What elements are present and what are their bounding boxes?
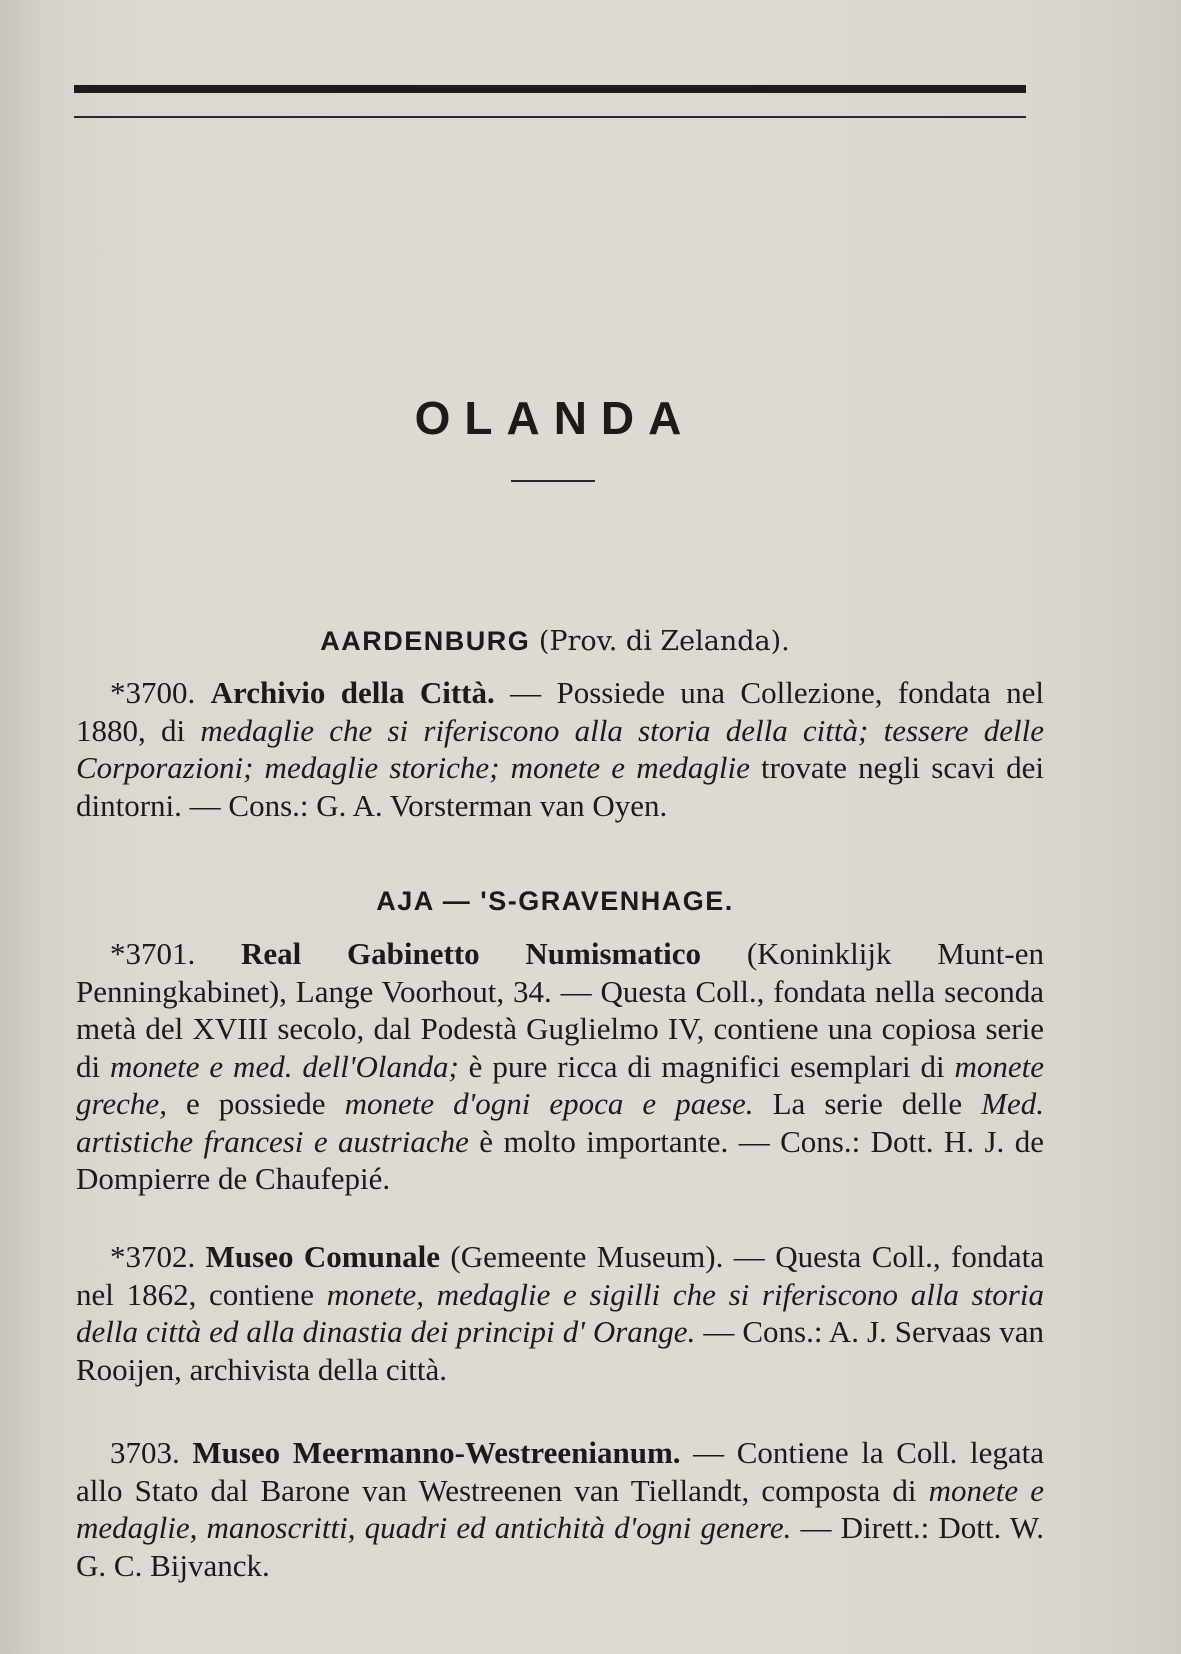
entry-number: *3702. bbox=[110, 1239, 196, 1274]
entry-italic-text: monete, medaglie e sigilli che si riferiscono alla storia della città ed alla dinastia dei principi d' Orange. bbox=[76, 1276, 1044, 1349]
title-divider bbox=[511, 480, 595, 482]
section-province: (Prov. di Zelanda). bbox=[538, 626, 790, 657]
section-place: AARDENBURG bbox=[320, 626, 531, 656]
entry-name: Real Gabinetto Numismatico bbox=[241, 936, 702, 971]
entry-name: Archivio della Città. bbox=[210, 675, 495, 710]
entry-text: La serie delle bbox=[753, 1086, 982, 1121]
entry-3703 bbox=[76, 1434, 1044, 1584]
entry-text: — Contiene la Coll. legata allo Stato dal Barone van Westreenen van Tiellandt, composta di bbox=[76, 1435, 1044, 1508]
entry-number: *3701. bbox=[110, 936, 196, 971]
entry-italic-text: monete d'ogni epoca e paese. bbox=[344, 1086, 754, 1121]
entry-text: — Cons.: A. J. Servaas van Rooijen, archivista della città. bbox=[76, 1314, 1045, 1387]
entry-text: è molto importante. — Cons.: Dott. H. J. de Dompierre de Chaufepié. bbox=[76, 1123, 1044, 1196]
section-heading-aardenburg bbox=[0, 622, 1110, 661]
entry-3700 bbox=[76, 674, 1044, 824]
section-heading-aja bbox=[0, 882, 1110, 921]
entry-text: — Possiede una Collezione, fondata nel 1880, di bbox=[76, 675, 1044, 748]
entry-name: Museo Comunale bbox=[205, 1239, 440, 1274]
entry-italic-text: Med. artistiche francesi e austriache bbox=[76, 1086, 1044, 1159]
entry-text: (Gemeente Museum). — Questa Coll., fondata nel 1862, contiene bbox=[76, 1239, 1044, 1312]
entry-italic-text: monete e medaglie, manoscritti, quadri ed antichità d'ogni genere. bbox=[76, 1472, 1044, 1545]
entry-text: (Koninklijk Munt-en Penningkabinet), Lange Voorhout, 34. — Questa Coll., fondata nella seconda metà del XVIII secolo, dal Podestà Guglielmo IV, contiene una copiosa serie di bbox=[76, 936, 1045, 1084]
entry-number: 3703. bbox=[110, 1435, 180, 1470]
entry-3702 bbox=[76, 1238, 1044, 1388]
entry-text: e possiede bbox=[166, 1086, 345, 1121]
entry-text: trovate negli scavi dei dintorni. — Cons.: G. A. Vorsterman van Oyen. bbox=[76, 750, 1045, 823]
country-title: OLANDA bbox=[414, 392, 696, 444]
section-place: AJA — 'S-GRAVENHAGE. bbox=[376, 886, 734, 916]
entry-name: Museo Meermanno-Westreenianum. bbox=[192, 1435, 681, 1470]
entry-number: *3700. bbox=[110, 675, 196, 710]
top-rule-thin bbox=[74, 116, 1026, 118]
entry-text: è pure ricca di magnifici esemplari di bbox=[458, 1048, 955, 1084]
entry-italic-text: monete e med. dell'Olanda; bbox=[110, 1048, 459, 1084]
entry-italic-text: monete greche, bbox=[76, 1048, 1044, 1121]
top-rule-thick bbox=[74, 85, 1026, 93]
entry-italic-text: medaglie che si riferiscono alla storia della città; tessere delle Corporazioni; medaglie storiche; monete e medaglie bbox=[76, 712, 1044, 785]
entry-text: — Dirett.: Dott. W. G. C. Bijvanck. bbox=[76, 1510, 1044, 1583]
entry-3701 bbox=[76, 935, 1044, 1198]
